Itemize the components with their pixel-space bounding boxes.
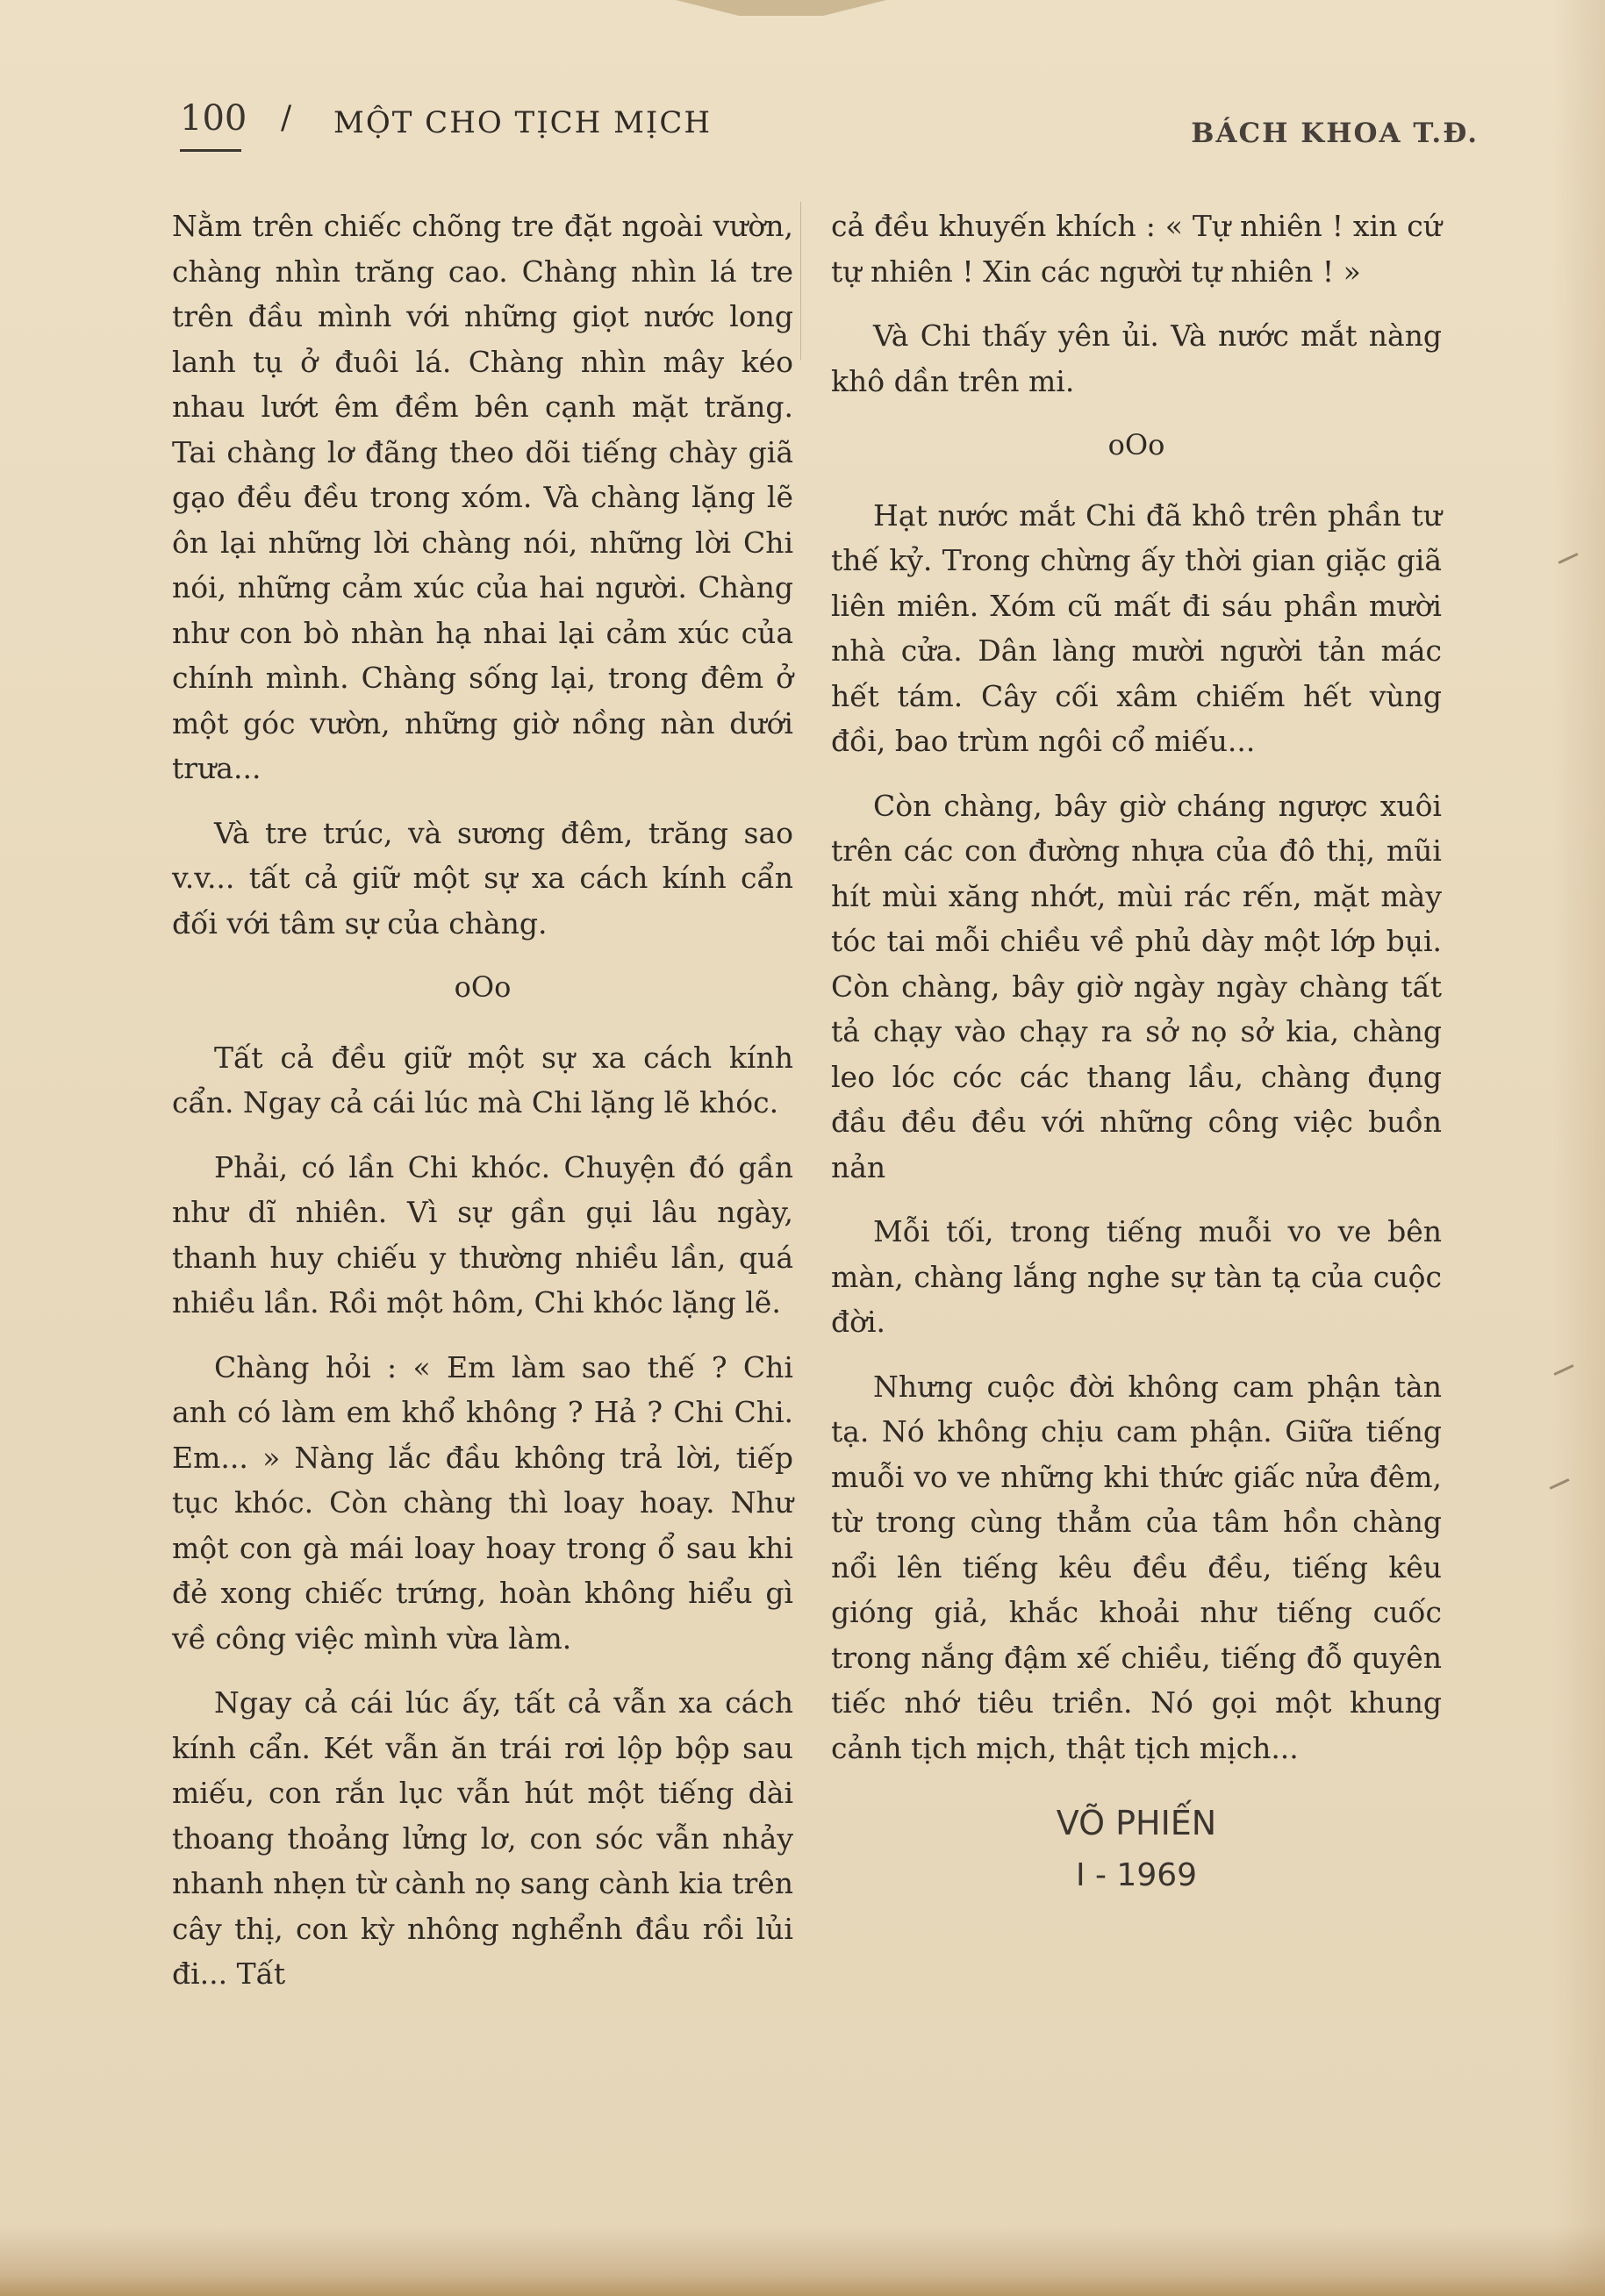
magazine-name: BÁCH KHOA T.Đ. [1191, 118, 1479, 149]
page-header [180, 98, 1479, 160]
page-bottom-edge [0, 2226, 1605, 2296]
article-title: MỘT CHO TỊCH MỊCH [333, 105, 713, 140]
page-edge-shadow [1552, 0, 1605, 2296]
left-column [172, 204, 793, 2016]
paragraph: Mỗi tối, trong tiếng muỗi vo ve bên màn, chàng lắng nghe sự tàn tạ của cuộc đời. [831, 1214, 1442, 1339]
date-line: I - 1969 [1075, 1857, 1198, 1893]
paragraph: Và Chi thấy yên ủi. Và nước mắt nàng khô dần trên mi. [831, 318, 1442, 398]
paragraph: Chàng hỏi : « Em làm sao thế ? Chi anh có làm em khổ không ? Hả ? Chi Chi. Em... » Nàng lắc đầu không trả lời, tiếp tục khóc. Còn chàng thì loay hoay. Như một con gà mái loay hoay trong ổ sau khi đẻ xong chiếc trứng, hoàn không hiểu gì về công việc mình vừa làm. [172, 1349, 793, 1656]
page-number-underline [180, 149, 241, 152]
paragraph: Tất cả đều giữ một sự xa cách kính cẩn. Ngay cả cái lúc mà Chi lặng lẽ khóc. [172, 1040, 793, 1119]
paragraph: Và tre trúc, và sương đêm, trăng sao v.v... tất cả giữ một sự xa cách kính cẩn đối với tâm sự của chàng. [172, 815, 793, 941]
header-separator: / [281, 100, 292, 136]
paragraph: cả đều khuyến khích : « Tự nhiên ! xin cứ tự nhiên ! Xin các người tự nhiên ! » [831, 209, 1442, 289]
paragraph: Còn chàng, bây giờ cháng ngược xuôi trên các con đường nhựa của đô thị, mũi hít mùi xăng nhớt, mùi rác rến, mặt mày tóc tai mỗi chiều về phủ dày một lớp bụi. Còn chàng, bây giờ ngày ngày chàng tất tả chạy vào chạy ra sở nọ sở kia, chàng leo lóc cóc các thang lầu, chàng đụng đầu đều đều với những công việc buồn nản [831, 788, 1442, 1184]
paragraph: Nhưng cuộc đời không cam phận tàn tạ. Nó không chịu cam phận. Giữa tiếng muỗi vo ve những khi thức giấc nửa đêm, từ trong cùng thẳm của tâm hồn chàng nổi lên tiếng kêu đều đều, tiếng kêu gióng giả, khắc khoải như tiếng cuốc trong nắng đậm xế chiều, tiếng đỗ quyên tiếc nhớ tiêu triền. Nó gọi một khung cảnh tịch mịch, thật tịch mịch... [831, 1369, 1442, 1765]
right-column [831, 204, 1442, 1902]
section-separator: oOo [454, 970, 512, 1004]
paragraph: Ngay cả cái lúc ấy, tất cả vẫn xa cách kính cẩn. Két vẫn ăn trái rơi lộp bộp sau miếu, con rắn lục vẫn hút một tiếng dài thoang thoảng lửng lơ, con sóc vẫn nhảy nhanh nhẹn từ cành nọ sang cành kia trên cây thị, con kỳ nhông nghểnh đầu rồi lủi đi... Tất [172, 1685, 793, 1991]
page-number: 100 [180, 98, 247, 139]
paragraph: Phải, có lần Chi khóc. Chuyện đó gần như dĩ nhiên. Vì sự gần gụi lâu ngày, thanh huy chiếu y thường nhiều lần, quá nhiều lần. Rồi một hôm, Chi khóc lặng lẽ. [172, 1149, 793, 1320]
paragraph: Hạt nước mắt Chi đã khô trên phần tư thế kỷ. Trong chừng ấy thời gian giặc giã liên miên. Xóm cũ mất đi sáu phần mười nhà cửa. Dân làng mười người tản mác hết tám. Cây cối xâm chiếm hết vùng đồi, bao trùm ngôi cổ miếu... [831, 497, 1442, 758]
paragraph: Nằm trên chiếc chõng tre đặt ngoài vườn, chàng nhìn trăng cao. Chàng nhìn lá tre trên đầu mình với những giọt nước long lanh tụ ở đuôi lá. Chàng nhìn mây kéo nhau lướt êm đềm bên cạnh mặt trăng. Tai chàng lơ đãng theo dõi tiếng chày giã gạo đều đều trong xóm. Và chàng lặng lẽ ôn lại những lời chàng nói, những lời Chi nói, những cảm xúc của hai người. Chàng như con bò nhàn hạ nhai lại cảm xúc của chính mình. Chàng sống lại, trong đêm ở một góc vườn, những giờ nồng nàn dưới trưa... [172, 209, 793, 785]
author-signature: VÕ PHIẾN [1056, 1804, 1217, 1842]
torn-edge [676, 0, 886, 16]
column-divider [800, 202, 801, 360]
section-separator: oOo [1107, 428, 1165, 461]
